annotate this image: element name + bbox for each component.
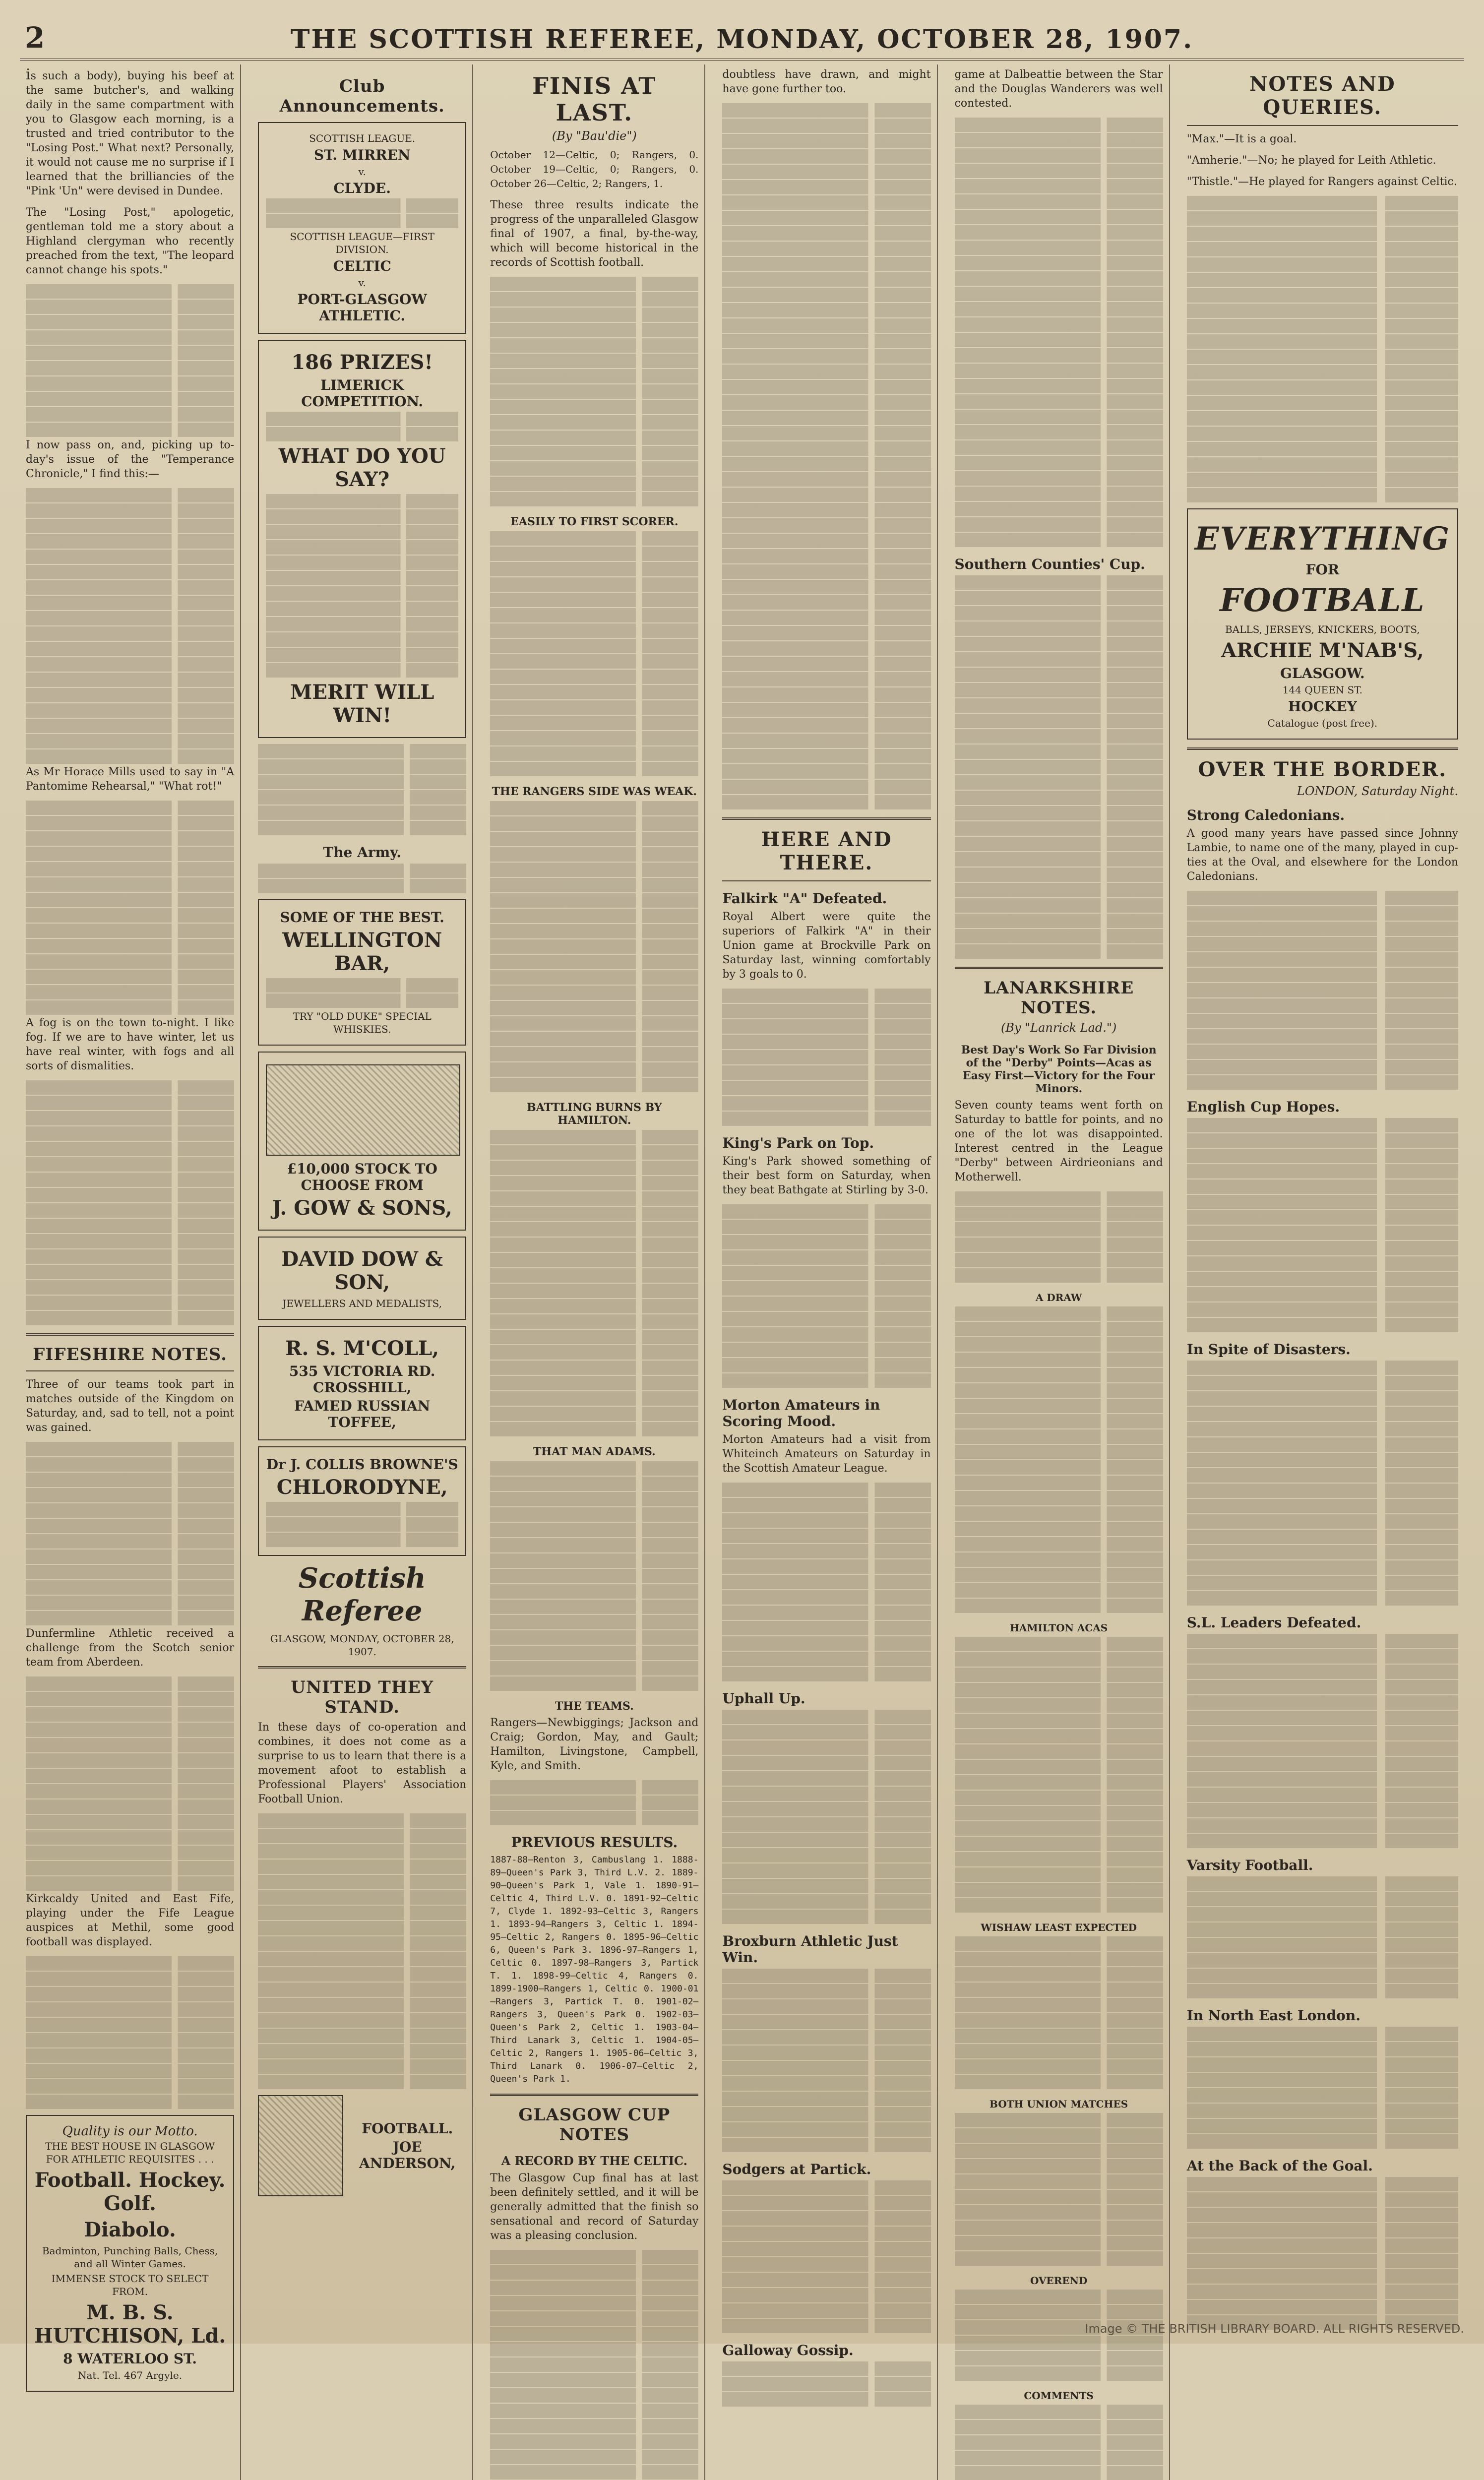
section-heading: HERE AND THERE. — [761, 828, 892, 874]
article-paragraph: Kirkcaldy United and East Fife, playing under the Fife League auspices at Methil, some good football was displayed. — [26, 1893, 235, 1948]
ad-line: IMMENSE STOCK TO SELECT FROM. — [51, 2273, 209, 2297]
subheading: COMMENTS — [1024, 2390, 1094, 2402]
section-heading: OVER THE BORDER. — [1198, 758, 1447, 781]
article-paragraph: The "Losing Post," apologetic, gentleman told me a story about a Highland clergyman who recently preached from the text, "The leopard cannot change his spots." — [26, 206, 235, 276]
ad-headline: Dr J. COLLIS BROWNE'S — [266, 1456, 458, 1473]
column-5 — [949, 64, 1170, 2480]
page-title: THE SCOTTISH REFEREE, MONDAY, OCTOBER 28, 1907. — [290, 24, 1194, 55]
section-heading: Club Announcements. — [279, 76, 445, 116]
article-paragraph: Morton Amateurs had a visit from Whiteinch Amateurs on Saturday in the Scottish Amateur League. — [722, 1433, 931, 1475]
article-paragraph: Dunfermline Athletic received a challenge from the Scotch senior team from Aberdeen. — [26, 1627, 235, 1669]
ad-headline: £10,000 STOCK TO CHOOSE FROM — [287, 1161, 437, 1193]
subheading: THE RANGERS SIDE WAS WEAK. — [492, 785, 697, 798]
ad-headline: Football. Hockey. Golf. — [34, 2169, 226, 2215]
ad-headline: WHAT DO YOU SAY? — [278, 444, 446, 491]
ad-line: SCOTTISH LEAGUE. — [309, 132, 416, 144]
article-paragraph: A fog is on the town to-night. I like fog. If we are to have winter, let us have real winter, with fogs and all sorts of dismalities. — [26, 1017, 235, 1072]
footballer-illustration — [258, 2095, 343, 2196]
article-paragraph: As Mr Horace Mills used to say in "A Pantomime Rehearsal," "What rot!" — [26, 766, 235, 793]
ad-motto: Quality is our Motto. — [62, 2124, 198, 2139]
subheading: BOTH UNION MATCHES — [989, 2098, 1128, 2110]
ad-line: HOCKEY — [1288, 698, 1357, 715]
ad-headline: SOME OF THE BEST. — [280, 909, 444, 926]
column-4 — [716, 64, 937, 2480]
masthead-logo: Scottish Referee — [298, 1562, 426, 1627]
article-paragraph: A good many years have passed since Johnny Lambie, to name one of the many, played in cup-ties at the Oval, and elsewhere for the London Caledonians. — [1186, 827, 1458, 883]
article-paragraph: These three results indicate the progress of the unparalleled Glasgow final of 1907, a final, by-the-way, which will become historical in the records of Scottish football. — [490, 199, 699, 269]
wellington-advert — [258, 899, 466, 1046]
masthead-bar — [20, 20, 1464, 61]
ad-headline: CLYDE. — [333, 180, 391, 196]
subheading: THAT MAN ADAMS. — [533, 1445, 656, 1458]
article-paragraph: game at Dalbeattie between the Star and the Douglas Wanderers was well contested. — [954, 68, 1163, 110]
byline: (By "Lanrick Lad.") — [1000, 1021, 1117, 1035]
column-1 — [20, 64, 241, 2480]
ad-address: 144 QUEEN ST. — [1282, 684, 1362, 696]
mcoll-advert — [258, 1326, 466, 1440]
section-heading: NOTES AND QUERIES. — [1249, 72, 1396, 119]
subheading: At the Back of the Goal. — [1186, 2158, 1373, 2174]
section-heading: PREVIOUS RESULTS. — [511, 1834, 678, 1851]
article-paragraph: The Glasgow Cup final has at last been definitely settled, and it will be generally admitted that the finish so sensational and record of Saturday was a pleasing conclusion. — [490, 2172, 699, 2242]
image-credit: Image © THE BRITISH LIBRARY BOARD. ALL RIGHTS RESERVED. — [1085, 2322, 1464, 2336]
column-2 — [252, 64, 473, 2480]
subheading: A RECORD BY THE CELTIC. — [501, 2154, 687, 2168]
subheading: Morton Amateurs in Scoring Mood. — [722, 1397, 880, 1429]
article-headline: FINIS AT LAST. — [532, 72, 657, 126]
column-3 — [484, 64, 705, 2480]
section-heading: FIFESHIRE NOTES. — [33, 1345, 227, 1364]
ad-headline: FOOTBALL — [1220, 582, 1425, 619]
ad-line: v. — [358, 277, 366, 289]
subheading: Broxburn Athletic Just Win. — [722, 1933, 898, 1966]
subheading: THE TEAMS. — [555, 1700, 634, 1713]
subheading: Uphall Up. — [722, 1690, 805, 1707]
ad-headline: PORT-GLASGOW ATHLETIC. — [297, 291, 427, 324]
ad-headline: CELTIC — [333, 258, 391, 274]
ad-company: ARCHIE M'NAB'S, — [1221, 639, 1424, 662]
archie-mcnab-advert — [1187, 508, 1458, 740]
article-paragraph: I now pass on, and, picking up to-day's issue of the "Temperance Chronicle," I find this:— — [26, 439, 235, 480]
subheading: King's Park on Top. — [722, 1135, 874, 1151]
ad-headline: WELLINGTON BAR, — [282, 929, 442, 975]
article-paragraph: doubtless have drawn, and might have gone further too. — [722, 68, 931, 95]
date-line: GLASGOW, MONDAY, OCTOBER 28, 1907. — [270, 1633, 454, 1658]
ad-line: v. — [358, 166, 366, 178]
ad-company: JOE ANDERSON, — [359, 2138, 456, 2171]
ad-headline: MERIT WILL WIN! — [290, 681, 434, 727]
ad-line: Catalogue (post free). — [1267, 717, 1378, 729]
ad-headline: FAMED RUSSIAN TOFFEE, — [294, 1398, 431, 1430]
dow-advert — [258, 1237, 466, 1320]
ad-line: THE BEST HOUSE IN GLASGOW FOR ATHLETIC REQUISITES . . . — [45, 2140, 215, 2165]
club-announcement — [258, 122, 466, 334]
section-heading: UNITED THEY STAND. — [291, 1677, 434, 1717]
ad-company: J. GOW & SONS, — [272, 1196, 452, 1220]
subheading: In Spite of Disasters. — [1186, 1341, 1351, 1358]
column-6 — [1181, 64, 1464, 2480]
ad-headline: Diabolo. — [84, 2218, 176, 2241]
furniture-illustration — [266, 1064, 460, 1156]
subheading: WISHAW LEAST EXPECTED — [981, 1922, 1137, 1933]
ad-company: M. B. S. HUTCHISON, Ld. — [34, 2301, 226, 2348]
page-number: 2 — [25, 21, 45, 55]
article-paragraph: In these days of co-operation and combines, it does not come as a surprise to us to learn that there is a movement afoot to establish a Professional Players' Association Football Union. — [258, 1721, 467, 1805]
ad-company: DAVID DOW & SON, — [281, 1247, 443, 1294]
subheading: Sodgers at Partick. — [722, 2161, 871, 2177]
limerick-advert — [258, 340, 466, 738]
ad-address: 535 VICTORIA RD. CROSSHILL, — [289, 1363, 435, 1396]
subheading: Best Day's Work So Far Division of the "Derby" Points—Acas as Easy First—Victory for the Four Minors. — [961, 1044, 1157, 1095]
ad-line: SCOTTISH LEAGUE—FIRST DIVISION. — [290, 231, 434, 255]
section-heading: The Army. — [323, 844, 402, 861]
byline: (By "Bau'die") — [552, 129, 637, 143]
ad-line: BALLS, JERSEYS, KNICKERS, BOOTS, — [1225, 623, 1420, 635]
ad-headline: CHLORODYNE, — [276, 1476, 448, 1499]
ad-line: TRY "OLD DUKE" SPECIAL WHISKIES. — [293, 1010, 432, 1035]
query-answer: "Amherie."—No; he played for Leith Athletic. — [1186, 154, 1436, 167]
article-paragraph: Three of our teams took part in matches outside of the Kingdom on Saturday, and, sad to tell, not a point was gained. — [26, 1378, 235, 1434]
ad-headline: FOOTBALL. — [362, 2120, 453, 2137]
ad-line: GLASGOW. — [1280, 665, 1365, 682]
results-list: 1887-88—Renton 3, Cambuslang 1. 1888-89—Queen's Park 3, Third L.V. 2. 1889-90—Queen's Park 1, Vale 1. 1890-91—Celtic 4, Third L.V. 0. 1891-92—Celtic 7, Clyde 1. 1892-93—Celtic 3, Rangers 1. 1893-94—Rangers 3, Celtic 1. 1894-95—Celtic 2, Rangers 0. 1895-96—Celtic 6, Queen's Park 3. 1896-97—Rangers 1, Celtic 0. 1897-98—Rangers 3, Partick T. 1. 1898-99—Celtic 4, Rangers 0. 1899-1900—Rangers 1, Celtic 0. 1900-01—Rangers 3, Partick T. 0. 1901-02—Rangers 3, Queen's Park 0. 1902-03—Queen's Park 2, Celtic 1. 1903-04—Third Lanark 3, Celtic 1. 1904-05—Celtic 2, Rangers 1. 1905-06—Celtic 3, Third Lanark 0. 1906-07—Celtic 2, Queen's Park 1. — [490, 1855, 699, 2084]
subheading: English Cup Hopes. — [1186, 1099, 1340, 1115]
subheading: Galloway Gossip. — [722, 2342, 854, 2358]
score-list: October 12—Celtic, 0; Rangers, 0. October 19—Celtic, 0; Rangers, 0. October 26—Celtic, 2; Rangers, 1. — [490, 149, 699, 189]
query-answer: "Max."—It is a goal. — [1186, 133, 1297, 145]
article-paragraph: Royal Albert were quite the superiors of Falkirk "A" in their Union game at Brockville Park on Saturday last, winning comfortably by 3 goals to 0. — [722, 911, 931, 981]
article-paragraph: King's Park showed something of their best form on Saturday, when they beat Bathgate at Stirling by 3-0. — [722, 1155, 931, 1196]
subheading: OVEREND — [1030, 2275, 1088, 2287]
team-list: Rangers—Newbiggings; Jackson and Craig; Gordon, May, and Gault; Hamilton, Livingstone, Campbell, Kyle, and Smith. — [490, 1717, 699, 1772]
collis-browne-advert — [258, 1446, 466, 1556]
ad-line: FOR — [1305, 561, 1340, 578]
ad-headline: 186 PRIZES! — [291, 351, 433, 374]
article-paragraph: Seven county teams went forth on Saturday to battle for points, and no one of the lot was disappointed. Interest centred in the League "Derby" between Airdrieonians and Motherwell. — [954, 1099, 1163, 1183]
hutchison-advert — [26, 2115, 234, 2392]
ad-headline: LIMERICK COMPETITION. — [301, 377, 424, 410]
ad-company: R. S. M'COLL, — [285, 1337, 439, 1360]
subheading: In North East London. — [1186, 2007, 1360, 2024]
ad-telephone: Nat. Tel. 467 Argyle. — [77, 2369, 183, 2381]
subheading: HAMILTON ACAS — [1009, 1622, 1108, 1634]
article-paragraph: is such a body), buying his beef at the same butcher's, and walking daily in the same compartment with you to Glasgow each morning, is a trusted and tried contributor to the "Losing Post." What next? Personally, it would not cause me no surprise if I learned that the brilliancies of the "Pink 'Un" were devised in Dundee. — [26, 66, 235, 197]
ad-headline: ST. MIRREN — [313, 147, 411, 163]
subheading: S.L. Leaders Defeated. — [1186, 1614, 1361, 1631]
subheading: BATTLING BURNS BY HAMILTON. — [527, 1101, 662, 1127]
subheading: EASILY TO FIRST SCORER. — [510, 515, 679, 528]
query-answer: "Thistle."—He played for Rangers against Celtic. — [1186, 176, 1457, 188]
subheading: Varsity Football. — [1186, 1857, 1313, 1873]
section-heading: GLASGOW CUP NOTES — [518, 2105, 671, 2145]
ad-line: Badminton, Punching Balls, Chess, and all Winter Games. — [42, 2245, 218, 2270]
dateline: LONDON, Saturday Night. — [1297, 784, 1458, 798]
subheading: Southern Counties' Cup. — [954, 556, 1145, 572]
ad-headline: EVERYTHING — [1194, 520, 1450, 558]
section-heading: LANARKSHIRE NOTES. — [983, 978, 1134, 1018]
subheading: A DRAW — [1035, 1292, 1082, 1303]
subheading: Strong Caledonians. — [1186, 807, 1345, 823]
subheading: Falkirk "A" Defeated. — [722, 890, 887, 907]
ad-line: JEWELLERS AND MEDALISTS, — [282, 1298, 442, 1309]
furniture-advert — [258, 1052, 466, 1231]
ad-address: 8 WATERLOO ST. — [63, 2351, 197, 2367]
